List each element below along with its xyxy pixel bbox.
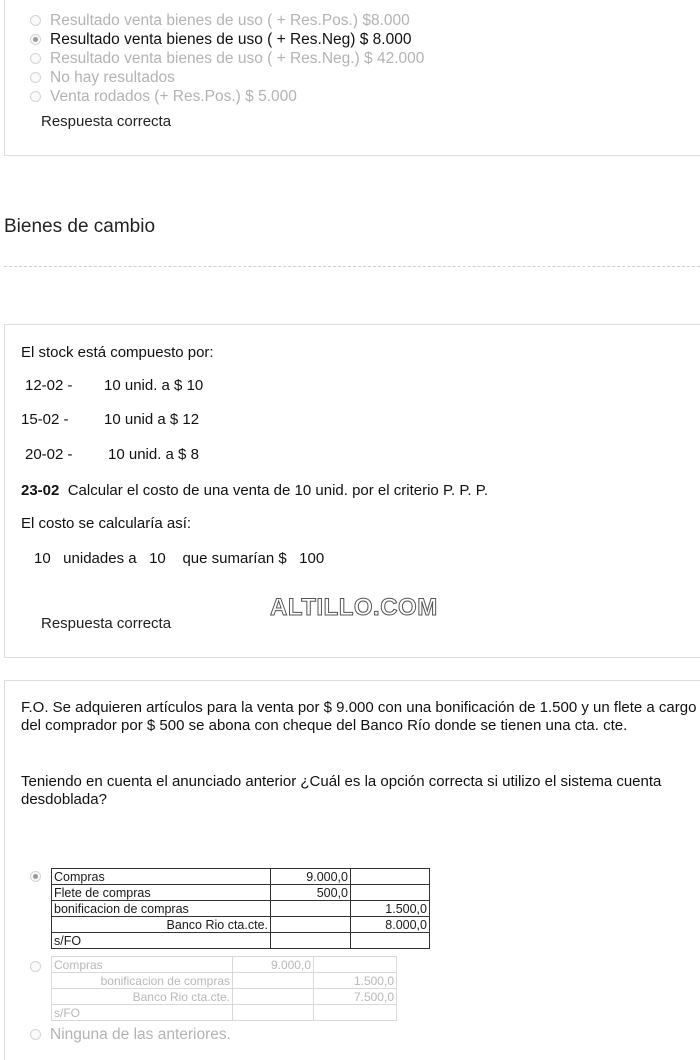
- answer-option[interactable]: [30, 87, 424, 106]
- debit-cell: 9.000,0: [271, 869, 351, 885]
- radio-button-checked[interactable]: [30, 34, 41, 45]
- radio-button[interactable]: [30, 15, 41, 26]
- credit-cell: [314, 1005, 397, 1021]
- journal-table-option-1: [51, 868, 430, 949]
- calc-intro: El costo se calcularía así:: [21, 515, 192, 532]
- credit-cell: [314, 957, 397, 973]
- radio-button[interactable]: [30, 1029, 41, 1040]
- debit-cell: [271, 933, 351, 949]
- answer-option-label: Ninguna de las anteriores.: [50, 1025, 231, 1043]
- table-row: [52, 957, 397, 973]
- journal-table-option-2: [51, 956, 397, 1021]
- stock-date: 12-02 -: [25, 377, 73, 394]
- debit-cell: [233, 989, 314, 1005]
- answer-option-label: Resultado venta bienes de uso ( + Res.Neg.) $ 42.000: [50, 49, 425, 67]
- credit-cell: [351, 869, 430, 885]
- answer-option[interactable]: [30, 68, 424, 87]
- debit-cell: [271, 917, 351, 933]
- table-row: [52, 885, 430, 901]
- question-card-1: [4, 0, 700, 156]
- stock-date: 15-02 -: [21, 411, 69, 428]
- debit-cell: [271, 901, 351, 917]
- table-row: [52, 901, 430, 917]
- debit-cell: [233, 1005, 314, 1021]
- question-card-3: [4, 680, 700, 1060]
- debit-cell: 9.000,0: [233, 957, 314, 973]
- account-cell: Compras: [52, 869, 271, 885]
- answer-option-label: Resultado venta bienes de uso ( + Res.Pos.) $8.000: [50, 11, 410, 29]
- answer-option[interactable]: [30, 49, 424, 68]
- section-divider: [4, 266, 700, 267]
- debit-cell: [233, 973, 314, 989]
- table-row: [52, 933, 430, 949]
- account-cell: bonificacion de compras: [52, 901, 271, 917]
- account-cell: Flete de compras: [52, 885, 271, 901]
- radio-button[interactable]: [30, 72, 41, 83]
- credit-cell: [351, 885, 430, 901]
- stock-quantity: 10 unid. a $ 10: [104, 377, 204, 394]
- question-statement: [21, 482, 488, 499]
- debit-cell: 500,0: [271, 885, 351, 901]
- credit-cell: [351, 933, 430, 949]
- stock-quantity: 10 unid a $ 12: [104, 411, 200, 428]
- stock-date: 20-02 -: [25, 446, 73, 463]
- account-cell: s/FO: [52, 1005, 233, 1021]
- account-cell: Banco Rio cta.cte.: [52, 917, 271, 933]
- calc-answer: 10 unidades a 10 que sumarían $ 100: [34, 550, 325, 567]
- question-prompt: Teniendo en cuenta el anunciado anterior ¿Cuál es la opción correcta si utilizo el sistema cuenta desdoblada?: [21, 773, 662, 808]
- question-text: F.O. Se adquieren artículos para la venta por $ 9.000 con una bonificación de 1.500 y un flete a cargo del comprador por $ 500 se abona con cheque del Banco Río donde se tienen una cta. cte.: [21, 699, 697, 734]
- account-cell: bonificacion de compras: [52, 973, 233, 989]
- table-row: [52, 989, 397, 1005]
- radio-button-checked[interactable]: [30, 871, 41, 882]
- section-title: Bienes de cambio: [4, 216, 156, 237]
- credit-cell: 7.500,0: [314, 989, 397, 1005]
- answer-option-label: Venta rodados (+ Res.Pos.) $ 5.000: [50, 87, 297, 105]
- stock-quantity: 10 unid. a $ 8: [108, 446, 199, 463]
- question-rest: Calcular el costo de una venta de 10 unid. por el criterio P. P. P.: [67, 482, 488, 499]
- answer-option-label: No hay resultados: [50, 68, 175, 86]
- feedback-text: Respuesta correcta: [41, 113, 172, 130]
- account-cell: s/FO: [52, 933, 271, 949]
- answer-option[interactable]: [30, 1025, 231, 1044]
- watermark: ALTILLO.COM: [270, 594, 438, 621]
- radio-button[interactable]: [30, 53, 41, 64]
- table-row: [52, 973, 397, 989]
- answer-option[interactable]: [30, 11, 424, 30]
- radio-button[interactable]: [30, 961, 41, 972]
- table-row: [52, 917, 430, 933]
- answer-option-selected[interactable]: [30, 30, 424, 49]
- question-date: 23-02: [21, 482, 60, 499]
- feedback-text: Respuesta correcta: [41, 615, 172, 632]
- credit-cell: 1.500,0: [351, 901, 430, 917]
- table-row: [52, 869, 430, 885]
- table-row: [52, 1005, 397, 1021]
- question-text: El stock está compuesto por:: [21, 344, 214, 361]
- credit-cell: 1.500,0: [314, 973, 397, 989]
- radio-button[interactable]: [30, 91, 41, 102]
- account-cell: Banco Rio cta.cte.: [52, 989, 233, 1005]
- account-cell: Compras: [52, 957, 233, 973]
- answer-option-label: Resultado venta bienes de uso ( + Res.Neg) $ 8.000: [50, 30, 412, 48]
- credit-cell: 8.000,0: [351, 917, 430, 933]
